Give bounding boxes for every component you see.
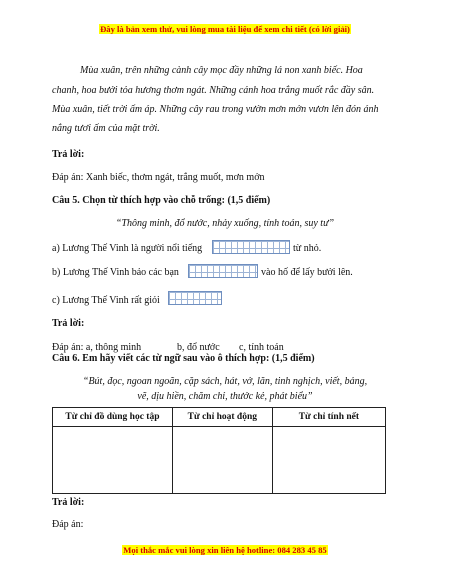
hotline-banner: [0, 545, 450, 555]
question-5a-text: a) Lương Thế Vinh là người nổi tiếng: [52, 243, 203, 254]
question-6-word-bank-line-1: “Bút, đọc, ngoan ngoãn, cặp sách, hát, vở, lăn, tinh nghịch, viết, bảng,: [82, 376, 368, 387]
question-6-answer-heading: Trả lời:: [52, 497, 85, 508]
passage-line-3: Mùa xuân, tiết trời ấm áp. Những cây rau trong vườn mơn mởn vươn lên đón ánh: [52, 104, 379, 115]
cell-character-traits[interactable]: [272, 427, 385, 494]
answer-text: Đáp án: Xanh biếc, thơm ngát, trắng muốt, mơn mởn: [52, 172, 265, 183]
question-5c-text: c) Lương Thế Vinh rất giỏi: [52, 295, 160, 306]
question-6-answer: Đáp án:: [52, 519, 84, 530]
question-5c-blank[interactable]: [168, 291, 222, 305]
question-5-answer-b: b, đổ nước: [177, 342, 220, 353]
question-5a-suffix: từ nhỏ.: [293, 243, 322, 254]
answer-heading: Trả lời:: [52, 149, 85, 160]
question-5b-suffix: vào hố để lấy bưởi lên.: [261, 267, 353, 278]
column-header-school-supplies: Từ chỉ đồ dùng học tập: [53, 408, 173, 427]
passage-line-1: Mùa xuân, trên những cành cây mọc đầy những lá non xanh biếc. Hoa: [80, 65, 363, 76]
question-5b-text: b) Lương Thế Vinh bảo các bạn: [52, 267, 179, 278]
question-6-title: Câu 6. Em hãy viết các từ ngữ sau vào ô thích hợp: (1,5 điểm): [52, 353, 315, 364]
question-5a-blank[interactable]: [212, 240, 290, 254]
question-5-answer-heading: Trả lời:: [52, 318, 85, 329]
cell-school-supplies[interactable]: [53, 427, 173, 494]
passage-line-4: nắng tươi ấm của mặt trời.: [52, 123, 160, 134]
column-header-activities: Từ chỉ hoạt động: [172, 408, 272, 427]
passage-line-2: chanh, hoa bưởi tỏa hương thơm ngát. Những cánh hoa trắng muốt rắc đầy sân.: [52, 85, 375, 96]
question-5-title: Câu 5. Chọn từ thích hợp vào chỗ trống: (1,5 điểm): [52, 195, 271, 206]
preview-notice-text: Đây là bản xem thử, vui lòng mua tài liệu để xem chi tiết (có lời giải): [100, 24, 350, 34]
question-5-word-bank: “Thông minh, đổ nước, nhảy xuống, tính toán, suy tư”: [115, 218, 335, 229]
question-5b-blank[interactable]: [188, 264, 258, 278]
question-5-answer-c: c, tính toán: [239, 342, 284, 353]
hotline-text: Mọi thắc mắc vui lòng xin liên hệ hotline: 084 283 45 85: [123, 545, 327, 555]
preview-notice-banner: [0, 24, 450, 34]
column-header-character-traits: Từ chỉ tính nết: [272, 408, 385, 427]
question-5-answer-a: Đáp án: a, thông minh: [52, 342, 142, 353]
word-category-table: [52, 407, 386, 494]
question-6-word-bank-line-2: vẽ, dịu hiền, chăm chỉ, thước kẻ, phát biểu”: [137, 391, 313, 402]
cell-activities[interactable]: [172, 427, 272, 494]
